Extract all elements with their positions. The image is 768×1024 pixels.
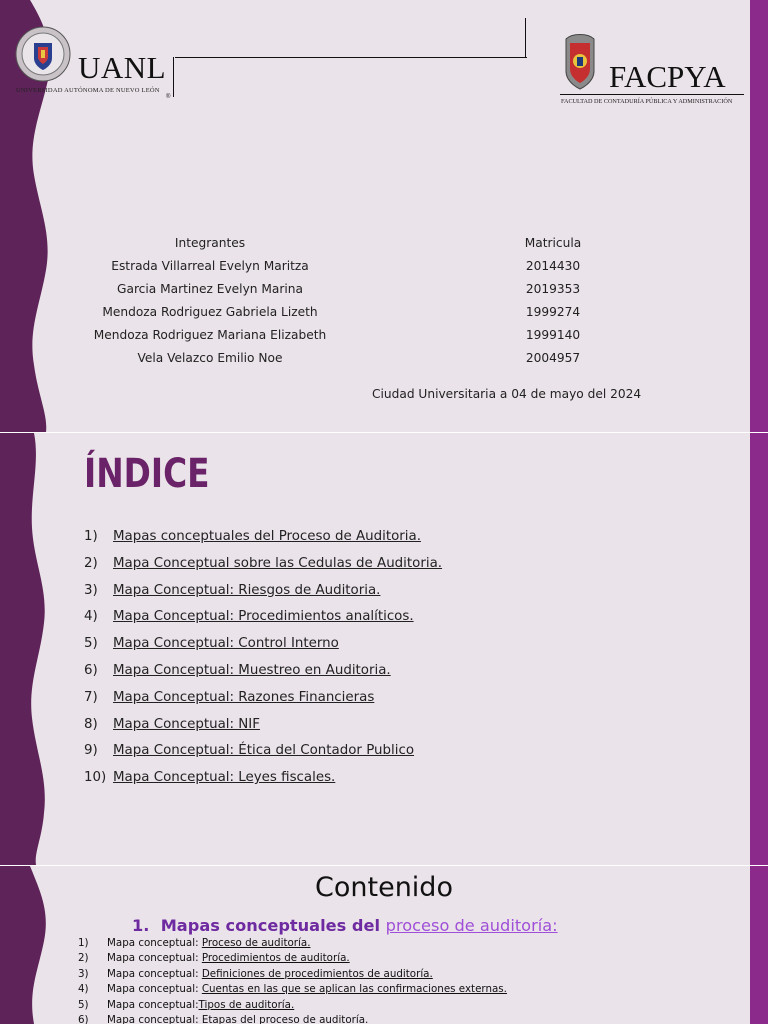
contents-item-link[interactable]: Procedimientos de auditoría. [201, 952, 350, 965]
left-wave-decoration [0, 433, 60, 865]
facpya-wordmark: FACPYA [609, 59, 726, 94]
contents-item-prefix: Mapa conceptual: [107, 952, 202, 965]
right-accent-bar [750, 0, 768, 432]
index-item-number: 5) [84, 636, 98, 652]
index-item [84, 583, 442, 610]
member-id: 2019353 [525, 282, 581, 296]
contents-item-prefix: Mapa conceptual: [107, 983, 202, 996]
member-id: 2004957 [525, 351, 581, 365]
section-number: 1. [132, 916, 150, 935]
index-item [84, 636, 442, 663]
place-date: Ciudad Universitaria a 04 de mayo del 2024 [372, 387, 642, 401]
index-item-number: 8) [84, 716, 98, 732]
contents-item-link[interactable]: Definiciones de procedimientos de auditoría. [201, 967, 433, 980]
contents-page [0, 866, 768, 1024]
page-separator [0, 865, 768, 866]
index-item-link[interactable]: Mapa Conceptual: Razones Financieras [113, 689, 375, 705]
contents-item-number: 4) [78, 983, 89, 996]
index-item-number: 6) [84, 662, 98, 678]
contents-item-prefix: Mapa conceptual: [107, 967, 202, 980]
index-list [84, 529, 442, 797]
index-item-number: 9) [84, 743, 98, 759]
members-name-column [92, 235, 328, 373]
index-item [84, 770, 442, 797]
index-item-link[interactable]: Mapa Conceptual: Procedimientos analíticos. [113, 609, 414, 625]
uanl-fullname: UNIVERSIDAD AUTÓNOMA DE NUEVO LEÓN [16, 87, 160, 94]
contents-item-link[interactable]: Etapas del proceso de auditoría. [201, 1013, 369, 1024]
uanl-wordmark: UANL [78, 50, 167, 85]
contents-item [78, 1014, 507, 1024]
facpya-shield-logo [562, 33, 598, 91]
contents-item-number: 6) [78, 1013, 89, 1024]
index-item [84, 609, 442, 636]
index-item [84, 717, 442, 744]
contents-item-link[interactable]: Proceso de auditoría. [201, 937, 311, 949]
contents-title: Contenido [315, 872, 453, 903]
header-rule [175, 57, 527, 58]
page-separator [0, 432, 768, 433]
members-name-header: Integrantes [174, 236, 246, 250]
index-item-number: 2) [84, 555, 98, 571]
index-item [84, 743, 442, 770]
member-id: 1999274 [525, 305, 581, 319]
section-heading [132, 916, 558, 935]
cover-page [0, 0, 768, 432]
index-item-link[interactable]: Mapa Conceptual: Ética del Contador Publico [113, 743, 415, 759]
uanl-seal-logo [15, 26, 71, 82]
member-id: 1999140 [525, 328, 581, 342]
header-rule [173, 57, 174, 97]
facpya-fullname: FACULTAD DE CONTADURÍA PÚBLICA Y ADMINISTRACIÓN [561, 98, 733, 105]
index-item-link[interactable]: Mapa Conceptual: Control Interno [113, 636, 339, 652]
member-id: 2014430 [525, 259, 581, 273]
contents-item-link[interactable]: Cuentas en las que se aplican las confirmaciones externas. [201, 983, 507, 996]
header-rule [525, 18, 526, 58]
contents-item [78, 983, 507, 998]
contents-item [78, 968, 507, 983]
member-name: Garcia Martinez Evelyn Marina [117, 282, 303, 296]
index-item [84, 556, 442, 583]
contents-item-number: 5) [78, 998, 89, 1011]
member-name: Mendoza Rodriguez Gabriela Lizeth [102, 305, 318, 319]
members-id-header: Matricula [524, 236, 582, 250]
contents-item-prefix: Mapa conceptual: [107, 998, 199, 1011]
contents-item-number: 1) [78, 937, 89, 949]
contents-item-prefix: Mapa conceptual: [107, 1013, 202, 1024]
member-name: Mendoza Rodriguez Mariana Elizabeth [93, 328, 327, 342]
index-item-link[interactable]: Mapa Conceptual: Riesgos de Auditoria. [113, 582, 381, 598]
contents-item-prefix: Mapa conceptual: [107, 937, 202, 949]
facpya-rule [560, 94, 744, 95]
index-item-number: 7) [84, 689, 98, 705]
index-item-link[interactable]: Mapa Conceptual sobre las Cedulas de Auditoria. [113, 555, 443, 571]
contents-list [78, 937, 507, 1024]
index-title: ÍNDICE [84, 451, 210, 497]
index-item-link[interactable]: Mapa Conceptual: Muestreo en Auditoria. [113, 662, 391, 678]
contents-item-number: 3) [78, 967, 89, 980]
contents-item-link[interactable]: Tipos de auditoría. [198, 998, 295, 1011]
members-id-column [500, 235, 606, 373]
index-item-number: 4) [84, 609, 98, 625]
section-link[interactable]: proceso de auditoría: [385, 916, 558, 935]
index-item-number: 1) [84, 529, 98, 544]
index-item-number: 10) [84, 770, 107, 786]
index-item [84, 663, 442, 690]
right-accent-bar [750, 433, 768, 865]
section-text: Mapas conceptuales del [160, 916, 381, 935]
index-item [84, 690, 442, 717]
contents-item [78, 937, 507, 952]
contents-item [78, 999, 507, 1014]
contents-item-number: 2) [78, 952, 89, 965]
index-item-number: 3) [84, 582, 98, 598]
index-item-link[interactable]: Mapa Conceptual: NIF [113, 716, 260, 732]
index-page [0, 433, 768, 865]
registered-mark: ® [166, 94, 171, 100]
member-name: Vela Velazco Emilio Noe [137, 351, 283, 365]
index-item-link[interactable]: Mapas conceptuales del Proceso de Auditoria. [113, 529, 421, 544]
contents-item [78, 952, 507, 967]
index-item [84, 529, 442, 556]
index-item-link[interactable]: Mapa Conceptual: Leyes fiscales. [113, 770, 336, 786]
member-name: Estrada Villarreal Evelyn Maritza [111, 259, 309, 273]
